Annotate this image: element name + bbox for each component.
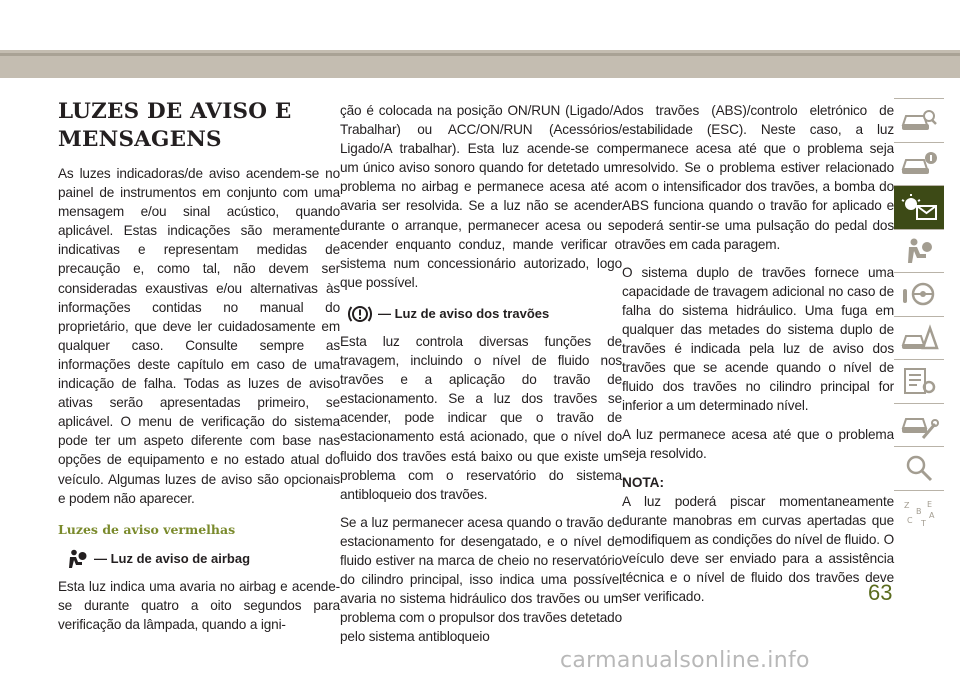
svg-text:T: T: [921, 518, 926, 527]
brake-indicator-heading: [348, 304, 622, 324]
brake-warning-icon: [348, 304, 372, 324]
intro-paragraph: As luzes indicadoras/de aviso acendem-se no painel de instrumentos em conjunto com uma mensagem e/ou sinal acústico, quando aplicável. Estas indicações são meramente indicativas e representam medidas de precaução e, como tal, não devem ser consideradas exaustivas e/ou alternativas às informações contidas no manual do proprietário, que deve ler cuidadosamente em qualquer caso. Consulte sempre as informações deste capítulo em caso de uma indicação de falha. Todas as luzes de aviso ativas serão apresentadas primeiro, se aplicável. O menu de verificação do sistema pode ter um aspeto diferente com base nas opções de equipamento e no estado atual do veículo. Algumas luzes de aviso são opcionais e podem não aparecer.: [58, 166, 340, 506]
brake-indicator-label: — Luz de aviso dos travões: [378, 306, 550, 322]
sidebar-tab-steering-wheel[interactable]: [894, 272, 944, 316]
brake-paragraph-1: Esta luz controla diversas funções de travagem, incluindo o nível de fluido nos travões e a aplicação do travão de estacionamento. Se a luz dos travões se acender, pode indicar que o travão de estacionamento está acionado, que o nível do fluido dos travões está baixo ou que existe um problema com o reservatório do sistema antibloqueio dos travões.: [340, 333, 622, 502]
magnifier-icon: [899, 453, 939, 483]
section-title-line-1: LUZES DE AVISO E: [58, 99, 292, 124]
dual-brake-paragraph: O sistema duplo de travões fornece uma capacidade de travagem adicional no caso de falha do sistema hidráulico. Uma fuga em qualquer das metades do sistema duplo de travões é indicada pela luz de aviso dos travões que se acende quando o nível de fluido dos travões no cilindro principal for inferior a um determinado nível.: [622, 264, 894, 414]
chapter-sidebar: [894, 98, 944, 533]
svg-text:E: E: [927, 499, 933, 509]
roadside-warning-icon: [899, 323, 939, 353]
svg-text:Z: Z: [904, 500, 910, 510]
sidebar-tab-car-info[interactable]: [894, 142, 944, 186]
sidebar-tab-roadside-warning[interactable]: [894, 316, 944, 360]
airbag-paragraph-cont: ção é colocada na posição ON/RUN (Ligado/A Trabalhar) ou ACC/ON/RUN (Acessórios/ Ligado/A trabalhar). Esta luz acende-se com um único aviso sonoro quando for detetado um problema no airbag e permanece acesa até a avaria ser resolvida. Se a luz não se acender durante o arranque, permanecer acesa ou se acender enquanto conduz, mande verificar o sistema num concessionário autorizado, logo que possível.: [340, 103, 622, 290]
airbag-indicator-label: — Luz de aviso de airbag: [94, 551, 251, 567]
car-wrench-icon: [899, 410, 939, 440]
service-list-icon: [899, 366, 939, 396]
sidebar-tab-car-wrench[interactable]: [894, 403, 944, 447]
airbag-icon: [66, 549, 88, 569]
svg-text:B: B: [916, 506, 922, 516]
page-number: 63: [868, 580, 893, 605]
sidebar-tab-airbag-seat[interactable]: [894, 229, 944, 273]
svg-text:C: C: [907, 515, 913, 525]
airbag-indicator-heading: [66, 549, 340, 569]
sidebar-tab-alphabet-index[interactable]: [894, 490, 944, 534]
section-title-line-2: MENSAGENS: [58, 127, 222, 152]
airbag-paragraph-start: Esta luz indica uma avaria no airbag e acende-se durante quatro a oito segundos para verificação da lâmpada, quando a igni-: [58, 578, 340, 632]
svg-text:A: A: [929, 510, 935, 520]
watermark: carmanualsonline.info: [560, 648, 810, 673]
column-3: [622, 101, 894, 615]
sidebar-tab-car-search[interactable]: [894, 98, 944, 142]
brake-paragraph-2-cont: dos travões (ABS)/controlo eletrónico de estabilidade (ESC). Neste caso, a luz permanece acesa até que o problema seja resolvido. Se o problema estiver relacionado com o intensificador dos travões, a bomba do ABS funciona quando o travão for aplicado e poderá sentir-se uma pulsação do pedal dos travões em cada paragem.: [622, 103, 894, 252]
sidebar-tab-warning-lights[interactable]: [894, 185, 944, 229]
alphabet-index-icon: [899, 497, 939, 527]
car-search-icon: [899, 105, 939, 135]
sidebar-tab-magnifier[interactable]: [894, 446, 944, 490]
top-margin: [0, 0, 960, 50]
sidebar-tab-service-list[interactable]: [894, 359, 944, 403]
section-title: [58, 98, 340, 154]
car-info-icon: [899, 149, 939, 179]
note-label: NOTA:: [622, 474, 665, 490]
steering-wheel-icon: [899, 279, 939, 309]
column-1: [58, 98, 340, 643]
note-paragraph: A luz poderá piscar momentaneamente durante manobras em curvas apertadas que modifiquem as condições do nível de fluido. O veículo deve ser enviado para a assistência técnica e o nível de fluido dos travões deve ser verificado.: [622, 493, 894, 605]
warning-lights-icon: [899, 192, 939, 222]
red-lights-subhead: Luzes de aviso vermelhas: [58, 521, 236, 537]
brake-paragraph-2-start: Se a luz permanecer acesa quando o travão de estacionamento for desengatado, e o nível de fluido estiver na marca de cheio no reservatório do cilindro principal, isso indica uma possível avaria no sistema hidráulico dos travões ou um problema com o propulsor dos travões detetado pelo sistema antibloqueio: [340, 514, 622, 645]
header-bar: [0, 50, 960, 78]
light-stays-paragraph: A luz permanece acesa até que o problema seja resolvido.: [622, 426, 894, 461]
airbag-seat-icon: [899, 236, 939, 266]
column-2: [340, 101, 622, 655]
